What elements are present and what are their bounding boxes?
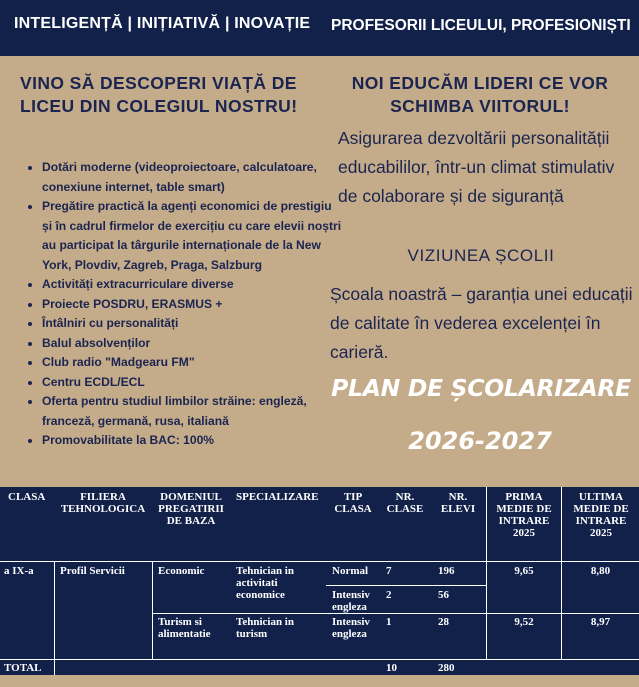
- total-label: TOTAL: [4, 662, 42, 674]
- header-nr-elevi: NR. ELEVI: [440, 491, 476, 515]
- cell-domeniul: Turism si alimentatie: [158, 616, 211, 640]
- cell-tip: Normal: [332, 565, 369, 577]
- table-rule: [152, 613, 639, 614]
- cell-nr-elevi: 196: [438, 565, 455, 577]
- cell-specializare: Tehnician in turism: [236, 616, 294, 640]
- left-heading: VINO SĂ DESCOPERI VIAȚĂ DE LICEU DIN COLEGIUL NOSTRU!: [20, 73, 298, 116]
- table-rule: [0, 659, 639, 660]
- list-item: • Balul absolvenților: [42, 334, 342, 354]
- right-heading: NOI EDUCĂM LIDERI CE VOR SCHIMBA VIITORUL!: [351, 73, 609, 116]
- cell-nr-clase: 1: [386, 616, 392, 628]
- list-item: • Dotări moderne (videoproiectoare, calculatoare, conexiune internet, table smart): [42, 158, 342, 197]
- cell-specializare: Tehnician in activitati economice: [236, 565, 294, 601]
- cell-tip: Intensiv engleza: [332, 589, 370, 613]
- list-item: • Oferta pentru studiul limbilor străine: engleză, franceză, germană, rusa, italiană: [42, 392, 342, 431]
- cell-nr-clase: 7: [386, 565, 392, 577]
- bottom-strip: [0, 675, 639, 687]
- motto-text: INTELIGENȚĂ | INIȚIATIVĂ | INOVAȚIE: [14, 15, 311, 32]
- header-prima-medie: PRIMA MEDIE DE INTRARE 2025: [496, 491, 552, 539]
- total-nr-clase: 10: [386, 662, 397, 674]
- cell-prima-medie: 9,52: [514, 616, 534, 628]
- cell-filiera: Profil Servicii: [60, 565, 125, 577]
- list-item: • Club radio "Madgearu FM": [42, 353, 342, 373]
- cell-domeniul: Economic: [158, 565, 205, 577]
- mission-text: Asigurarea dezvoltării personalității educabililor, într-un climat stimulativ de colaborare și de siguranță: [338, 128, 615, 206]
- enrollment-table: [0, 487, 639, 675]
- header-domeniul: DOMENIUL PREGATIRII DE BAZA: [158, 491, 224, 527]
- cell-nr-elevi: 56: [438, 589, 449, 601]
- table-rule: [54, 561, 55, 675]
- cell-clasa: a IX-a: [4, 565, 34, 577]
- header-specializare: SPECIALIZARE: [236, 491, 319, 503]
- header-filiera: FILIERA TEHNOLOGICA: [60, 491, 146, 515]
- cell-nr-elevi: 28: [438, 616, 449, 628]
- header-clasa: CLASA: [8, 491, 46, 503]
- header-ultima-medie: ULTIMA MEDIE DE INTRARE 2025: [573, 491, 629, 539]
- table-rule: [0, 561, 639, 562]
- cell-tip: Intensiv engleza: [332, 616, 370, 640]
- list-item: • Pregătire practică la agenți economici de prestigiu și în cadrul firmelor de exercițiu cu care elevii noștri au participat la târgurile internaționale de la New York, Plovdiv, Zagreb, Praga, Salzburg: [42, 197, 342, 275]
- plan-title: PLAN DE ȘCOLARIZARE: [331, 374, 631, 402]
- cell-prima-medie: 9,65: [514, 565, 534, 577]
- plan-year: 2026-2027: [408, 427, 552, 455]
- list-item: • Întâlniri cu personalități: [42, 314, 342, 334]
- list-item: • Promovabilitate la BAC: 100%: [42, 431, 342, 451]
- cell-nr-clase: 2: [386, 589, 392, 601]
- vision-text: Școala noastră – garanția unei educații de calitate în vederea excelenței în carieră.: [330, 284, 633, 362]
- benefits-list: [24, 158, 342, 451]
- list-item: • Activități extracurriculare diverse: [42, 275, 342, 295]
- total-nr-elevi: 280: [438, 662, 455, 674]
- vision-title: VIZIUNEA ȘCOLII: [407, 246, 555, 265]
- table-rule: [152, 561, 153, 659]
- cell-ultima-medie: 8,97: [590, 616, 611, 628]
- cell-ultima-medie: 8,80: [590, 565, 611, 577]
- table-rule: [326, 585, 486, 586]
- top-banner: [0, 0, 639, 56]
- list-item: • Centru ECDL/ECL: [42, 373, 342, 393]
- header-nr-clase: NR. CLASE: [386, 491, 424, 515]
- teachers-slogan: PROFESORII LICEULUI, PROFESIONIȘTI: [331, 17, 631, 34]
- list-item: • Proiecte POSDRU, ERASMUS +: [42, 295, 342, 315]
- header-tip: TIP CLASA: [334, 491, 372, 515]
